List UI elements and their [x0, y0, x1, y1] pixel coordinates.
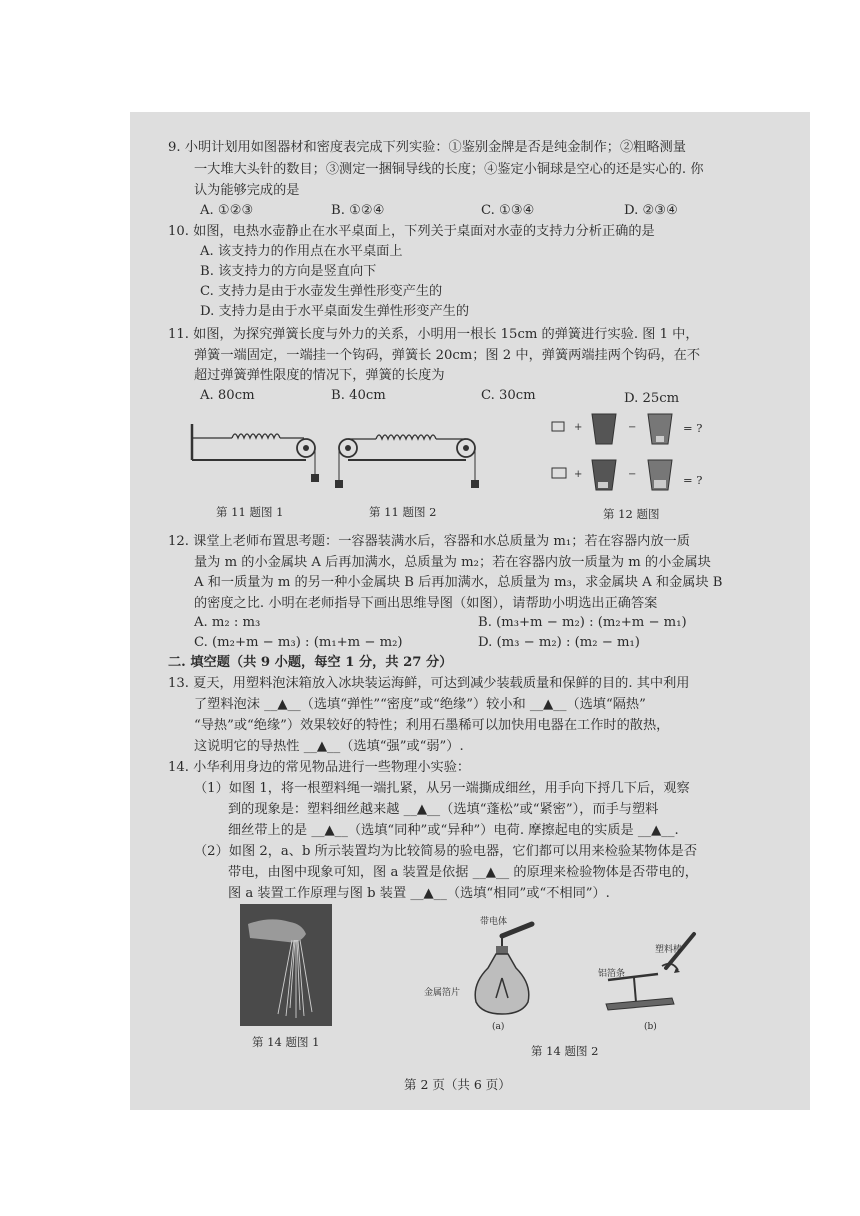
q14-part1-line2: 到的现象是：塑料细丝越来越 __▲__（选填“蓬松”或“紧密”），而手与塑料: [228, 802, 659, 817]
q14-part2-line2: 带电，由图中现象可知，图 a 装置是依据 __▲__ 的原理来检验物体是否带电的，: [228, 865, 698, 880]
q12-figure-caption: 第 12 题图: [603, 507, 660, 521]
q14-part2-line1: （2）如图 2，a、b 所示装置均为比较简易的验电器，它们都可以用来检验某物体是否: [194, 844, 698, 859]
q10-option-a: A. 该支持力的作用点在水平桌面上: [200, 244, 403, 259]
q14-figure1-photo: [240, 904, 332, 1026]
q12-option-a: A. m₂ : m₃: [194, 615, 261, 630]
q12-stem-line3: A 和一质量为 m 的另一种小金属块 B 后再加满水，总质量为 m₃，求金属块 A 和金属块 B: [194, 575, 723, 590]
q14-figure2-caption: 第 14 题图 2: [531, 1044, 599, 1058]
q14-part1-line1: （1）如图 1，将一根塑料绳一端扎紧，从另一端撕成细丝，用手向下捋几下后，观察: [194, 781, 690, 796]
q14-figure2a-electroscope: [462, 918, 548, 1028]
q11-option-b: B. 40cm: [331, 388, 386, 403]
svg-text:+: +: [574, 422, 583, 433]
q14-intro: 14. 小华利用身边的常见物品进行一些物理小实验：: [168, 760, 471, 775]
label-metal-foil: 金属箔片: [424, 988, 461, 998]
q12-figure-eq2: = ?: [683, 473, 703, 487]
q10-option-d: D. 支持力是由于水平桌面发生弹性形变产生的: [200, 304, 470, 319]
q11-option-a: A. 80cm: [200, 388, 255, 403]
q9-option-b: B. ①②④: [331, 203, 385, 218]
q14-part2-line3: 图 a 装置工作原理与图 b 装置 __▲__（选填“相同”或“不相同”）.: [228, 886, 610, 901]
q9-option-c: C. ①③④: [481, 203, 535, 218]
q12-stem-line4: 的密度之比. 小明在老师指导下画出思维导图（如图），请帮助小明选出正确答案: [194, 596, 658, 611]
q9-option-a: A. ①②③: [200, 203, 254, 218]
q9-stem-line2: 一大堆大头针的数目；③测定一捆铜导线的长度；④鉴定小铜球是空心的还是实心的. 你: [194, 162, 704, 177]
q14-figure1-caption: 第 14 题图 1: [252, 1035, 320, 1049]
q13-line3: “导热”或“绝缘”）效果较好的特性；利用石墨稀可以加快用电器在工作时的散热，: [194, 718, 670, 733]
svg-text:+: +: [574, 469, 583, 480]
q12-stem-line1: 12. 课堂上老师布置思考题：一容器装满水后，容器和水总质量为 m₁；若在容器内放一质: [168, 534, 690, 549]
q13-line2: 了塑料泡沫 __▲__（选填“弹性”“密度”或“绝缘”）较小和 __▲__（选填“隔热”: [194, 697, 646, 712]
page-footer: 第 2 页（共 6 页）: [404, 1077, 511, 1092]
q11-stem-line2: 弹簧一端固定，一端挂一个钩码，弹簧长 20cm；图 2 中，弹簧两端挂两个钩码，在不: [194, 348, 701, 363]
q14-part1-line3: 细丝带上的是 __▲__（选填“同种”或“异种”）电荷. 摩擦起电的实质是 __▲__.: [228, 823, 679, 838]
q13-line1: 13. 夏天，用塑料泡沫箱放入冰块装运海鲜，可达到减少装载质量和保鲜的目的. 其中利用: [168, 676, 690, 691]
svg-text:−: −: [628, 469, 637, 480]
q13-line4: 这说明它的导热性 __▲__（选填“强”或“弱”）.: [194, 739, 464, 754]
q12-figure-eq1: = ?: [683, 421, 703, 435]
q11-stem-line3: 超过弹簧弹性限度的情况下，弹簧的长度为: [194, 368, 445, 383]
label-aluminium-strip: 铝箔条: [598, 969, 626, 979]
q10-option-b: B. 该支持力的方向是竖直向下: [200, 264, 377, 279]
q11-stem-line1: 11. 如图，为探究弹簧长度与外力的关系，小明用一根长 15cm 的弹簧进行实验. 图 1 中，: [168, 327, 699, 342]
q12-option-c: C. (m₂+m − m₃) : (m₁+m − m₂): [194, 635, 403, 650]
label-b: (b): [644, 1022, 657, 1032]
label-plastic-rod: 塑料棒: [655, 945, 683, 955]
q12-option-d: D. (m₃ − m₂) : (m₂ − m₁): [478, 635, 640, 650]
q9-stem-line1: 9. 小明计划用如图器材和密度表完成下列实验：①鉴别金牌是否是纯金制作；②粗略测量: [168, 140, 686, 155]
label-a: (a): [492, 1022, 505, 1032]
q11-figure1-caption: 第 11 题图 1: [216, 505, 284, 519]
q9-option-d: D. ②③④: [624, 203, 678, 218]
q11-option-d: D. 25cm: [624, 391, 680, 406]
q10-option-c: C. 支持力是由于水壶发生弹性形变产生的: [200, 284, 443, 299]
q11-figure2-caption: 第 11 题图 2: [369, 505, 437, 519]
svg-text:−: −: [628, 422, 637, 433]
q11-figure2: [334, 430, 484, 504]
q12-stem-line2: 量为 m 的小金属块 A 后再加满水，总质量为 m₂；若在容器内放一质量为 m 的小金属块: [194, 555, 711, 570]
q9-stem-line3: 认为能够完成的是: [194, 183, 300, 198]
label-charged-body: 带电体: [480, 917, 508, 927]
q10-stem: 10. 如图，电热水壶静止在水平桌面上，下列关于桌面对水壶的支持力分析正确的是: [168, 224, 655, 239]
q11-figure1: [186, 418, 326, 496]
q11-option-c: C. 30cm: [481, 388, 536, 403]
q12-option-b: B. (m₃+m − m₂) : (m₂+m − m₁): [478, 615, 687, 630]
section-heading: 二. 填空题（共 9 小题，每空 1 分，共 27 分）: [168, 655, 453, 670]
